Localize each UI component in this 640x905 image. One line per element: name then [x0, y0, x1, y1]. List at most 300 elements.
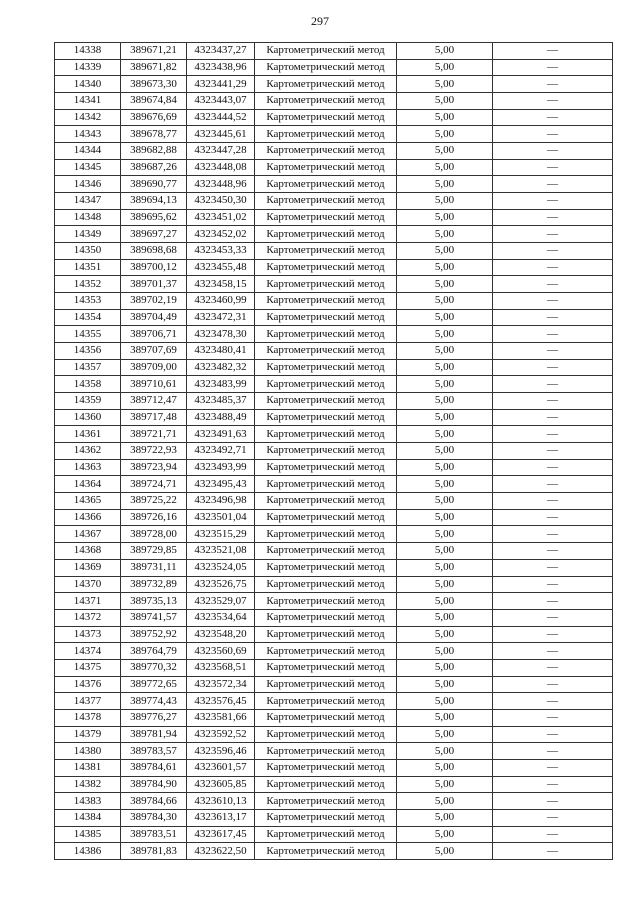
- y-coordinate-cell: 4323524,05: [187, 559, 255, 576]
- point-number-cell: 14380: [55, 743, 121, 760]
- y-coordinate-cell: 4323445,61: [187, 126, 255, 143]
- method-cell: Картометрический метод: [255, 626, 397, 643]
- x-coordinate-cell: 389700,12: [121, 259, 187, 276]
- x-coordinate-cell: 389709,00: [121, 359, 187, 376]
- method-cell: Картометрический метод: [255, 493, 397, 510]
- x-coordinate-cell: 389729,85: [121, 543, 187, 560]
- table-row: [55, 126, 613, 143]
- description-cell: —: [493, 593, 613, 610]
- table-row: [55, 459, 613, 476]
- point-number-cell: 14365: [55, 493, 121, 510]
- method-cell: Картометрический метод: [255, 359, 397, 376]
- description-cell: —: [493, 543, 613, 560]
- y-coordinate-cell: 4323488,49: [187, 409, 255, 426]
- point-number-cell: 14377: [55, 693, 121, 710]
- y-coordinate-cell: 4323534,64: [187, 609, 255, 626]
- accuracy-cell: 5,00: [397, 426, 493, 443]
- description-cell: —: [493, 209, 613, 226]
- point-number-cell: 14379: [55, 726, 121, 743]
- description-cell: —: [493, 243, 613, 260]
- accuracy-cell: 5,00: [397, 643, 493, 660]
- description-cell: —: [493, 676, 613, 693]
- table-row: [55, 543, 613, 560]
- accuracy-cell: 5,00: [397, 793, 493, 810]
- x-coordinate-cell: 389783,51: [121, 826, 187, 843]
- description-cell: —: [493, 743, 613, 760]
- method-cell: Картометрический метод: [255, 743, 397, 760]
- accuracy-cell: 5,00: [397, 343, 493, 360]
- description-cell: —: [493, 759, 613, 776]
- point-number-cell: 14375: [55, 659, 121, 676]
- x-coordinate-cell: 389732,89: [121, 576, 187, 593]
- method-cell: Картометрический метод: [255, 793, 397, 810]
- accuracy-cell: 5,00: [397, 676, 493, 693]
- x-coordinate-cell: 389722,93: [121, 443, 187, 460]
- y-coordinate-cell: 4323515,29: [187, 526, 255, 543]
- table-row: [55, 93, 613, 110]
- y-coordinate-cell: 4323492,71: [187, 443, 255, 460]
- y-coordinate-cell: 4323478,30: [187, 326, 255, 343]
- accuracy-cell: 5,00: [397, 209, 493, 226]
- accuracy-cell: 5,00: [397, 609, 493, 626]
- y-coordinate-cell: 4323560,69: [187, 643, 255, 660]
- x-coordinate-cell: 389776,27: [121, 709, 187, 726]
- x-coordinate-cell: 389784,30: [121, 809, 187, 826]
- description-cell: —: [493, 709, 613, 726]
- accuracy-cell: 5,00: [397, 126, 493, 143]
- table-row: [55, 59, 613, 76]
- table-row: [55, 293, 613, 310]
- table-row: [55, 359, 613, 376]
- point-number-cell: 14384: [55, 809, 121, 826]
- description-cell: —: [493, 126, 613, 143]
- table-row: [55, 776, 613, 793]
- table-row: [55, 426, 613, 443]
- x-coordinate-cell: 389772,65: [121, 676, 187, 693]
- method-cell: Картометрический метод: [255, 826, 397, 843]
- accuracy-cell: 5,00: [397, 143, 493, 160]
- x-coordinate-cell: 389701,37: [121, 276, 187, 293]
- table-row: [55, 276, 613, 293]
- table-row: [55, 609, 613, 626]
- x-coordinate-cell: 389784,61: [121, 759, 187, 776]
- table-row: [55, 259, 613, 276]
- y-coordinate-cell: 4323493,99: [187, 459, 255, 476]
- method-cell: Картометрический метод: [255, 559, 397, 576]
- description-cell: —: [493, 459, 613, 476]
- table-row: [55, 176, 613, 193]
- x-coordinate-cell: 389706,71: [121, 326, 187, 343]
- accuracy-cell: 5,00: [397, 59, 493, 76]
- method-cell: Картометрический метод: [255, 376, 397, 393]
- x-coordinate-cell: 389781,94: [121, 726, 187, 743]
- method-cell: Картометрический метод: [255, 93, 397, 110]
- method-cell: Картометрический метод: [255, 459, 397, 476]
- point-number-cell: 14367: [55, 526, 121, 543]
- point-number-cell: 14378: [55, 709, 121, 726]
- method-cell: Картометрический метод: [255, 426, 397, 443]
- x-coordinate-cell: 389728,00: [121, 526, 187, 543]
- x-coordinate-cell: 389674,84: [121, 93, 187, 110]
- method-cell: Картометрический метод: [255, 209, 397, 226]
- table-row: [55, 209, 613, 226]
- method-cell: Картометрический метод: [255, 109, 397, 126]
- point-number-cell: 14358: [55, 376, 121, 393]
- table-row: [55, 159, 613, 176]
- y-coordinate-cell: 4323482,32: [187, 359, 255, 376]
- description-cell: —: [493, 443, 613, 460]
- y-coordinate-cell: 4323441,29: [187, 76, 255, 93]
- y-coordinate-cell: 4323613,17: [187, 809, 255, 826]
- x-coordinate-cell: 389725,22: [121, 493, 187, 510]
- accuracy-cell: 5,00: [397, 476, 493, 493]
- table-row: [55, 659, 613, 676]
- table-row: [55, 593, 613, 610]
- method-cell: Картометрический метод: [255, 293, 397, 310]
- method-cell: Картометрический метод: [255, 409, 397, 426]
- y-coordinate-cell: 4323438,96: [187, 59, 255, 76]
- description-cell: —: [493, 509, 613, 526]
- accuracy-cell: 5,00: [397, 326, 493, 343]
- point-number-cell: 14351: [55, 259, 121, 276]
- x-coordinate-cell: 389784,66: [121, 793, 187, 810]
- accuracy-cell: 5,00: [397, 759, 493, 776]
- description-cell: —: [493, 309, 613, 326]
- x-coordinate-cell: 389710,61: [121, 376, 187, 393]
- method-cell: Картометрический метод: [255, 43, 397, 60]
- description-cell: —: [493, 409, 613, 426]
- x-coordinate-cell: 389695,62: [121, 209, 187, 226]
- method-cell: Картометрический метод: [255, 343, 397, 360]
- method-cell: Картометрический метод: [255, 643, 397, 660]
- method-cell: Картометрический метод: [255, 776, 397, 793]
- x-coordinate-cell: 389682,88: [121, 143, 187, 160]
- table-row: [55, 809, 613, 826]
- description-cell: —: [493, 726, 613, 743]
- method-cell: Картометрический метод: [255, 259, 397, 276]
- accuracy-cell: 5,00: [397, 376, 493, 393]
- method-cell: Картометрический метод: [255, 526, 397, 543]
- table-row: [55, 309, 613, 326]
- description-cell: —: [493, 326, 613, 343]
- description-cell: —: [493, 193, 613, 210]
- accuracy-cell: 5,00: [397, 409, 493, 426]
- method-cell: Картометрический метод: [255, 709, 397, 726]
- y-coordinate-cell: 4323496,98: [187, 493, 255, 510]
- y-coordinate-cell: 4323610,13: [187, 793, 255, 810]
- description-cell: —: [493, 59, 613, 76]
- accuracy-cell: 5,00: [397, 776, 493, 793]
- description-cell: —: [493, 526, 613, 543]
- method-cell: Картометрический метод: [255, 326, 397, 343]
- accuracy-cell: 5,00: [397, 493, 493, 510]
- accuracy-cell: 5,00: [397, 109, 493, 126]
- description-cell: —: [493, 493, 613, 510]
- description-cell: —: [493, 259, 613, 276]
- table-row: [55, 493, 613, 510]
- point-number-cell: 14364: [55, 476, 121, 493]
- accuracy-cell: 5,00: [397, 93, 493, 110]
- point-number-cell: 14363: [55, 459, 121, 476]
- y-coordinate-cell: 4323601,57: [187, 759, 255, 776]
- description-cell: —: [493, 93, 613, 110]
- table-row: [55, 843, 613, 860]
- table-row: [55, 526, 613, 543]
- table-row: [55, 443, 613, 460]
- x-coordinate-cell: 389735,13: [121, 593, 187, 610]
- x-coordinate-cell: 389764,79: [121, 643, 187, 660]
- point-number-cell: 14382: [55, 776, 121, 793]
- accuracy-cell: 5,00: [397, 393, 493, 410]
- method-cell: Картометрический метод: [255, 126, 397, 143]
- point-number-cell: 14345: [55, 159, 121, 176]
- description-cell: —: [493, 476, 613, 493]
- table-row: [55, 226, 613, 243]
- y-coordinate-cell: 4323480,41: [187, 343, 255, 360]
- y-coordinate-cell: 4323458,15: [187, 276, 255, 293]
- y-coordinate-cell: 4323448,96: [187, 176, 255, 193]
- x-coordinate-cell: 389690,77: [121, 176, 187, 193]
- description-cell: —: [493, 559, 613, 576]
- table-row: [55, 393, 613, 410]
- x-coordinate-cell: 389717,48: [121, 409, 187, 426]
- description-cell: —: [493, 276, 613, 293]
- x-coordinate-cell: 389702,19: [121, 293, 187, 310]
- accuracy-cell: 5,00: [397, 843, 493, 860]
- point-number-cell: 14356: [55, 343, 121, 360]
- point-number-cell: 14381: [55, 759, 121, 776]
- description-cell: —: [493, 643, 613, 660]
- accuracy-cell: 5,00: [397, 259, 493, 276]
- point-number-cell: 14361: [55, 426, 121, 443]
- method-cell: Картометрический метод: [255, 576, 397, 593]
- table-row: [55, 409, 613, 426]
- method-cell: Картометрический метод: [255, 226, 397, 243]
- point-number-cell: 14347: [55, 193, 121, 210]
- point-number-cell: 14386: [55, 843, 121, 860]
- accuracy-cell: 5,00: [397, 76, 493, 93]
- table-row: [55, 726, 613, 743]
- point-number-cell: 14344: [55, 143, 121, 160]
- point-number-cell: 14352: [55, 276, 121, 293]
- x-coordinate-cell: 389774,43: [121, 693, 187, 710]
- accuracy-cell: 5,00: [397, 176, 493, 193]
- x-coordinate-cell: 389726,16: [121, 509, 187, 526]
- description-cell: —: [493, 176, 613, 193]
- x-coordinate-cell: 389678,77: [121, 126, 187, 143]
- y-coordinate-cell: 4323450,30: [187, 193, 255, 210]
- point-number-cell: 14346: [55, 176, 121, 193]
- accuracy-cell: 5,00: [397, 193, 493, 210]
- description-cell: —: [493, 143, 613, 160]
- point-number-cell: 14350: [55, 243, 121, 260]
- table-row: [55, 376, 613, 393]
- y-coordinate-cell: 4323605,85: [187, 776, 255, 793]
- y-coordinate-cell: 4323622,50: [187, 843, 255, 860]
- description-cell: —: [493, 159, 613, 176]
- accuracy-cell: 5,00: [397, 226, 493, 243]
- description-cell: —: [493, 609, 613, 626]
- y-coordinate-cell: 4323617,45: [187, 826, 255, 843]
- accuracy-cell: 5,00: [397, 276, 493, 293]
- y-coordinate-cell: 4323455,48: [187, 259, 255, 276]
- accuracy-cell: 5,00: [397, 509, 493, 526]
- description-cell: —: [493, 809, 613, 826]
- method-cell: Картометрический метод: [255, 543, 397, 560]
- method-cell: Картометрический метод: [255, 509, 397, 526]
- description-cell: —: [493, 576, 613, 593]
- table-row: [55, 643, 613, 660]
- x-coordinate-cell: 389784,90: [121, 776, 187, 793]
- x-coordinate-cell: 389712,47: [121, 393, 187, 410]
- method-cell: Картометрический метод: [255, 676, 397, 693]
- point-number-cell: 14359: [55, 393, 121, 410]
- table-row: [55, 559, 613, 576]
- y-coordinate-cell: 4323444,52: [187, 109, 255, 126]
- description-cell: —: [493, 626, 613, 643]
- table-row: [55, 193, 613, 210]
- accuracy-cell: 5,00: [397, 743, 493, 760]
- method-cell: Картометрический метод: [255, 159, 397, 176]
- x-coordinate-cell: 389781,83: [121, 843, 187, 860]
- accuracy-cell: 5,00: [397, 726, 493, 743]
- method-cell: Картометрический метод: [255, 143, 397, 160]
- description-cell: —: [493, 426, 613, 443]
- y-coordinate-cell: 4323451,02: [187, 209, 255, 226]
- point-number-cell: 14362: [55, 443, 121, 460]
- method-cell: Картометрический метод: [255, 843, 397, 860]
- table-row: [55, 343, 613, 360]
- description-cell: —: [493, 43, 613, 60]
- accuracy-cell: 5,00: [397, 559, 493, 576]
- method-cell: Картометрический метод: [255, 443, 397, 460]
- point-number-cell: 14349: [55, 226, 121, 243]
- y-coordinate-cell: 4323437,27: [187, 43, 255, 60]
- description-cell: —: [493, 659, 613, 676]
- method-cell: Картометрический метод: [255, 176, 397, 193]
- x-coordinate-cell: 389752,92: [121, 626, 187, 643]
- method-cell: Картометрический метод: [255, 309, 397, 326]
- y-coordinate-cell: 4323472,31: [187, 309, 255, 326]
- point-number-cell: 14373: [55, 626, 121, 643]
- point-number-cell: 14343: [55, 126, 121, 143]
- page-number: 297: [311, 14, 329, 28]
- y-coordinate-cell: 4323568,51: [187, 659, 255, 676]
- accuracy-cell: 5,00: [397, 809, 493, 826]
- accuracy-cell: 5,00: [397, 243, 493, 260]
- method-cell: Картометрический метод: [255, 659, 397, 676]
- x-coordinate-cell: 389687,26: [121, 159, 187, 176]
- x-coordinate-cell: 389741,57: [121, 609, 187, 626]
- method-cell: Картометрический метод: [255, 76, 397, 93]
- x-coordinate-cell: 389671,21: [121, 43, 187, 60]
- description-cell: —: [493, 109, 613, 126]
- y-coordinate-cell: 4323581,66: [187, 709, 255, 726]
- description-cell: —: [493, 293, 613, 310]
- point-number-cell: 14366: [55, 509, 121, 526]
- method-cell: Картометрический метод: [255, 809, 397, 826]
- y-coordinate-cell: 4323452,02: [187, 226, 255, 243]
- method-cell: Картометрический метод: [255, 243, 397, 260]
- description-cell: —: [493, 776, 613, 793]
- x-coordinate-cell: 389697,27: [121, 226, 187, 243]
- description-cell: —: [493, 76, 613, 93]
- x-coordinate-cell: 389673,30: [121, 76, 187, 93]
- x-coordinate-cell: 389671,82: [121, 59, 187, 76]
- point-number-cell: 14341: [55, 93, 121, 110]
- description-cell: —: [493, 693, 613, 710]
- point-number-cell: 14348: [55, 209, 121, 226]
- point-number-cell: 14370: [55, 576, 121, 593]
- table-row: [55, 326, 613, 343]
- x-coordinate-cell: 389721,71: [121, 426, 187, 443]
- point-number-cell: 14338: [55, 43, 121, 60]
- accuracy-cell: 5,00: [397, 659, 493, 676]
- y-coordinate-cell: 4323548,20: [187, 626, 255, 643]
- method-cell: Картометрический метод: [255, 276, 397, 293]
- point-number-cell: 14385: [55, 826, 121, 843]
- point-number-cell: 14339: [55, 59, 121, 76]
- description-cell: —: [493, 226, 613, 243]
- description-cell: —: [493, 359, 613, 376]
- description-cell: —: [493, 393, 613, 410]
- table-row: [55, 509, 613, 526]
- accuracy-cell: 5,00: [397, 526, 493, 543]
- y-coordinate-cell: 4323453,33: [187, 243, 255, 260]
- description-cell: —: [493, 793, 613, 810]
- y-coordinate-cell: 4323448,08: [187, 159, 255, 176]
- accuracy-cell: 5,00: [397, 159, 493, 176]
- y-coordinate-cell: 4323443,07: [187, 93, 255, 110]
- point-number-cell: 14342: [55, 109, 121, 126]
- coordinates-table: [54, 42, 613, 860]
- description-cell: —: [493, 376, 613, 393]
- table-row: [55, 793, 613, 810]
- x-coordinate-cell: 389783,57: [121, 743, 187, 760]
- y-coordinate-cell: 4323521,08: [187, 543, 255, 560]
- y-coordinate-cell: 4323483,99: [187, 376, 255, 393]
- y-coordinate-cell: 4323592,52: [187, 726, 255, 743]
- y-coordinate-cell: 4323576,45: [187, 693, 255, 710]
- method-cell: Картометрический метод: [255, 59, 397, 76]
- method-cell: Картометрический метод: [255, 693, 397, 710]
- y-coordinate-cell: 4323572,34: [187, 676, 255, 693]
- y-coordinate-cell: 4323485,37: [187, 393, 255, 410]
- point-number-cell: 14353: [55, 293, 121, 310]
- x-coordinate-cell: 389707,69: [121, 343, 187, 360]
- point-number-cell: 14354: [55, 309, 121, 326]
- accuracy-cell: 5,00: [397, 709, 493, 726]
- accuracy-cell: 5,00: [397, 43, 493, 60]
- description-cell: —: [493, 343, 613, 360]
- table-row: [55, 709, 613, 726]
- x-coordinate-cell: 389731,11: [121, 559, 187, 576]
- y-coordinate-cell: 4323501,04: [187, 509, 255, 526]
- point-number-cell: 14374: [55, 643, 121, 660]
- table-row: [55, 626, 613, 643]
- accuracy-cell: 5,00: [397, 359, 493, 376]
- accuracy-cell: 5,00: [397, 626, 493, 643]
- accuracy-cell: 5,00: [397, 593, 493, 610]
- table-row: [55, 676, 613, 693]
- accuracy-cell: 5,00: [397, 543, 493, 560]
- y-coordinate-cell: 4323495,43: [187, 476, 255, 493]
- accuracy-cell: 5,00: [397, 459, 493, 476]
- table-row: [55, 143, 613, 160]
- table-row: [55, 759, 613, 776]
- point-number-cell: 14376: [55, 676, 121, 693]
- y-coordinate-cell: 4323596,46: [187, 743, 255, 760]
